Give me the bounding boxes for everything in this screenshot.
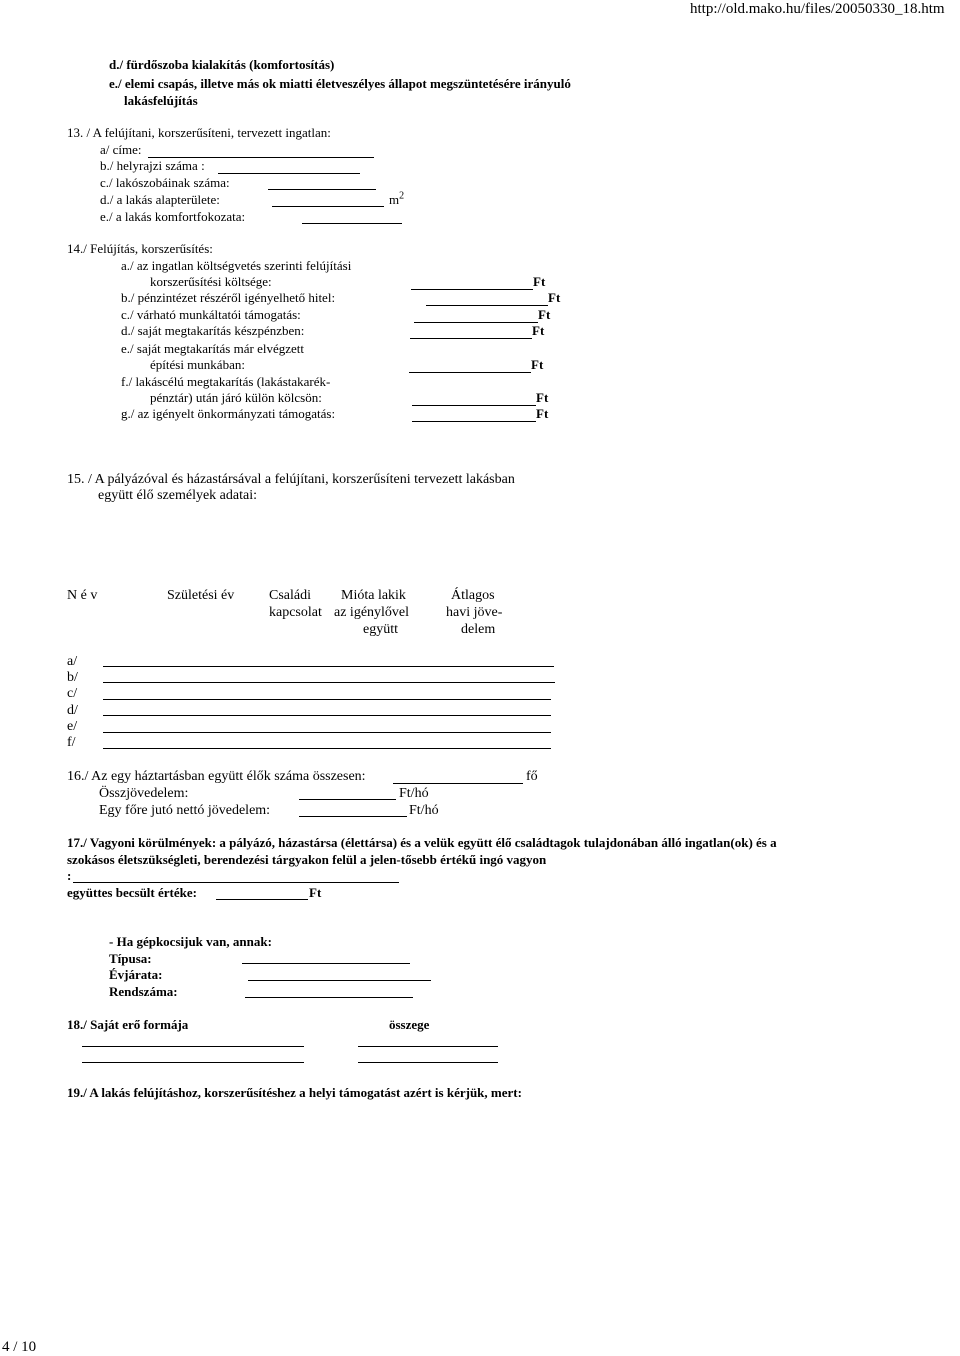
field-14-f-unit: Ft <box>536 390 549 405</box>
page-url-header: http://old.mako.hu/files/20050330_18.htm <box>690 1 945 17</box>
field-13-b-line[interactable] <box>218 173 360 174</box>
person-row-line[interactable] <box>103 666 554 667</box>
field-14-e-line1: e./ saját megtakarítás már elvégzett <box>121 341 304 356</box>
car-plate-label: Rendszáma: <box>109 984 178 999</box>
section-15-title-line2: együtt élő személyek adatai: <box>98 488 257 503</box>
field-13-e-label: e./ a lakás komfortfokozata: <box>100 209 246 224</box>
field-13-b-label: b./ helyrajzi száma : <box>100 158 205 173</box>
field-14-a-line2: korszerűsítési költsége: <box>150 274 272 289</box>
section-17-line1: 17./ Vagyoni körülmények: a pályázó, házastársa (élettársa) és a velük együtt élő családtagok tulajdonában álló ingatlan(ok) és a <box>67 835 777 850</box>
item-12-d: d./ fürdőszoba kialakítás (komfortosítás) <box>109 57 335 72</box>
own-funds-form-line[interactable] <box>82 1062 304 1063</box>
section-18-amount-header: összege <box>389 1017 430 1032</box>
estimated-value-label: együttes becsült értéke: <box>67 885 197 900</box>
per-capita-income-unit: Ft/hó <box>409 803 439 818</box>
section-15-title-line1: 15. / A pályázóval és házastársával a felújítani, korszerűsíteni tervezett lakásban <box>67 472 515 487</box>
field-14-a-line[interactable] <box>411 289 533 290</box>
section-14-title: 14./ Felújítás, korszerűsítés: <box>67 241 213 256</box>
person-row-label: b/ <box>67 670 78 685</box>
field-14-b-line[interactable] <box>426 305 548 306</box>
person-row-line[interactable] <box>103 732 551 733</box>
estimated-value-line[interactable] <box>216 899 308 900</box>
col-header-income-line1: Átlagos <box>451 588 495 603</box>
field-14-g-label: g./ az igényelt önkormányzati támogatás: <box>121 406 336 421</box>
person-row-label: c/ <box>67 686 78 701</box>
person-row-label: d/ <box>67 703 78 718</box>
person-row-line[interactable] <box>103 699 551 700</box>
own-funds-amount-line[interactable] <box>358 1046 498 1047</box>
item-12-e-line2: lakásfelújítás <box>124 93 198 108</box>
field-14-b-label: b./ pénzintézet részéről igényelhető hitel: <box>121 290 336 305</box>
field-13-c-label: c./ lakószobáinak száma: <box>100 175 230 190</box>
col-header-birth-year: Születési év <box>167 588 235 603</box>
person-row-line[interactable] <box>103 682 555 683</box>
total-income-unit: Ft/hó <box>399 786 429 801</box>
field-13-d-unit: $m^2$ <box>389 190 405 207</box>
col-header-income-line2: havi jöve- <box>446 605 503 620</box>
col-header-name: N é v <box>67 588 98 603</box>
field-13-a-label: a/ címe: <box>100 142 142 157</box>
person-row-label: a/ <box>67 654 78 669</box>
col-header-family-line2: kapcsolat <box>269 605 322 620</box>
section-13-title: 13. / A felújítani, korszerűsíteni, tervezett ingatlan: <box>67 125 331 140</box>
page-number: 4 / 10 <box>2 1339 37 1355</box>
col-header-since-line3: együtt <box>363 622 398 637</box>
car-heading: - Ha gépkocsijuk van, annak: <box>109 934 272 949</box>
field-13-c-line[interactable] <box>268 189 376 190</box>
per-capita-income-label: Egy főre jutó nettó jövedelem: <box>99 803 271 818</box>
field-14-d-unit: Ft <box>532 323 545 338</box>
household-count-line[interactable] <box>393 783 523 784</box>
own-funds-amount-line[interactable] <box>358 1062 498 1063</box>
section-17-line2: szokásos életszükségleti, berendezési tárgyakon felül a jelen-tősebb értékű ingó vagyon <box>67 852 547 867</box>
field-14-e-line2: építési munkában: <box>150 357 245 372</box>
col-header-since-line2: az igénylővel <box>334 605 410 620</box>
car-year-label: Évjárata: <box>109 967 163 982</box>
field-14-a-line1: a./ az ingatlan költségvetés szerinti felújítási <box>121 258 352 273</box>
person-row-label: f/ <box>67 735 76 750</box>
field-14-b-unit: Ft <box>548 290 561 305</box>
field-14-f-line2: pénztár) után járó külön kölcsön: <box>150 390 322 405</box>
assets-description-line[interactable] <box>73 882 399 883</box>
field-14-d-line[interactable] <box>410 338 532 339</box>
field-13-d-line[interactable] <box>272 206 384 207</box>
person-row-line[interactable] <box>103 748 551 749</box>
field-13-d-label: d./ a lakás alapterülete: <box>100 192 220 207</box>
household-count-label: 16./ Az egy háztartásban együtt élők száma összesen: <box>67 769 366 784</box>
field-14-f-line1: f./ lakáscélú megtakarítás (lakástakarék- <box>121 374 331 389</box>
field-14-c-label: c./ várható munkáltatói támogatás: <box>121 307 301 322</box>
household-count-unit: fő <box>526 769 538 784</box>
own-funds-form-line[interactable] <box>82 1046 304 1047</box>
field-14-c-line[interactable] <box>414 322 538 323</box>
field-14-d-label: d./ saját megtakarítás készpénzben: <box>121 323 305 338</box>
total-income-label: Összjövedelem: <box>99 786 189 801</box>
field-14-c-unit: Ft <box>538 307 551 322</box>
car-plate-line[interactable] <box>245 997 413 998</box>
person-row-label: e/ <box>67 719 78 734</box>
item-12-e-line1: e./ elemi csapás, illetve más ok miatti életveszélyes állapot megszüntetésére irányuló <box>109 76 571 91</box>
car-year-line[interactable] <box>248 980 431 981</box>
field-14-g-unit: Ft <box>536 406 549 421</box>
car-type-line[interactable] <box>242 963 410 964</box>
field-14-a-unit: Ft <box>533 274 546 289</box>
field-13-e-line[interactable] <box>302 223 402 224</box>
estimated-value-unit: Ft <box>309 885 322 900</box>
field-14-e-line[interactable] <box>409 372 531 373</box>
person-row-line[interactable] <box>103 715 551 716</box>
section-18-title: 18./ Saját erő formája <box>67 1017 189 1032</box>
section-17-line3: : <box>67 868 72 883</box>
per-capita-income-line[interactable] <box>299 816 407 817</box>
col-header-since-line1: Mióta lakik <box>341 588 406 603</box>
field-14-e-unit: Ft <box>531 357 544 372</box>
field-14-f-line[interactable] <box>412 405 536 406</box>
col-header-family-line1: Családi <box>269 588 311 603</box>
car-type-label: Típusa: <box>109 951 152 966</box>
total-income-line[interactable] <box>299 799 396 800</box>
col-header-income-line3: delem <box>461 622 496 637</box>
field-14-g-line[interactable] <box>412 421 536 422</box>
section-19-title: 19./ A lakás felújításhoz, korszerűsítéshez a helyi támogatást azért is kérjük, mert: <box>67 1085 522 1100</box>
